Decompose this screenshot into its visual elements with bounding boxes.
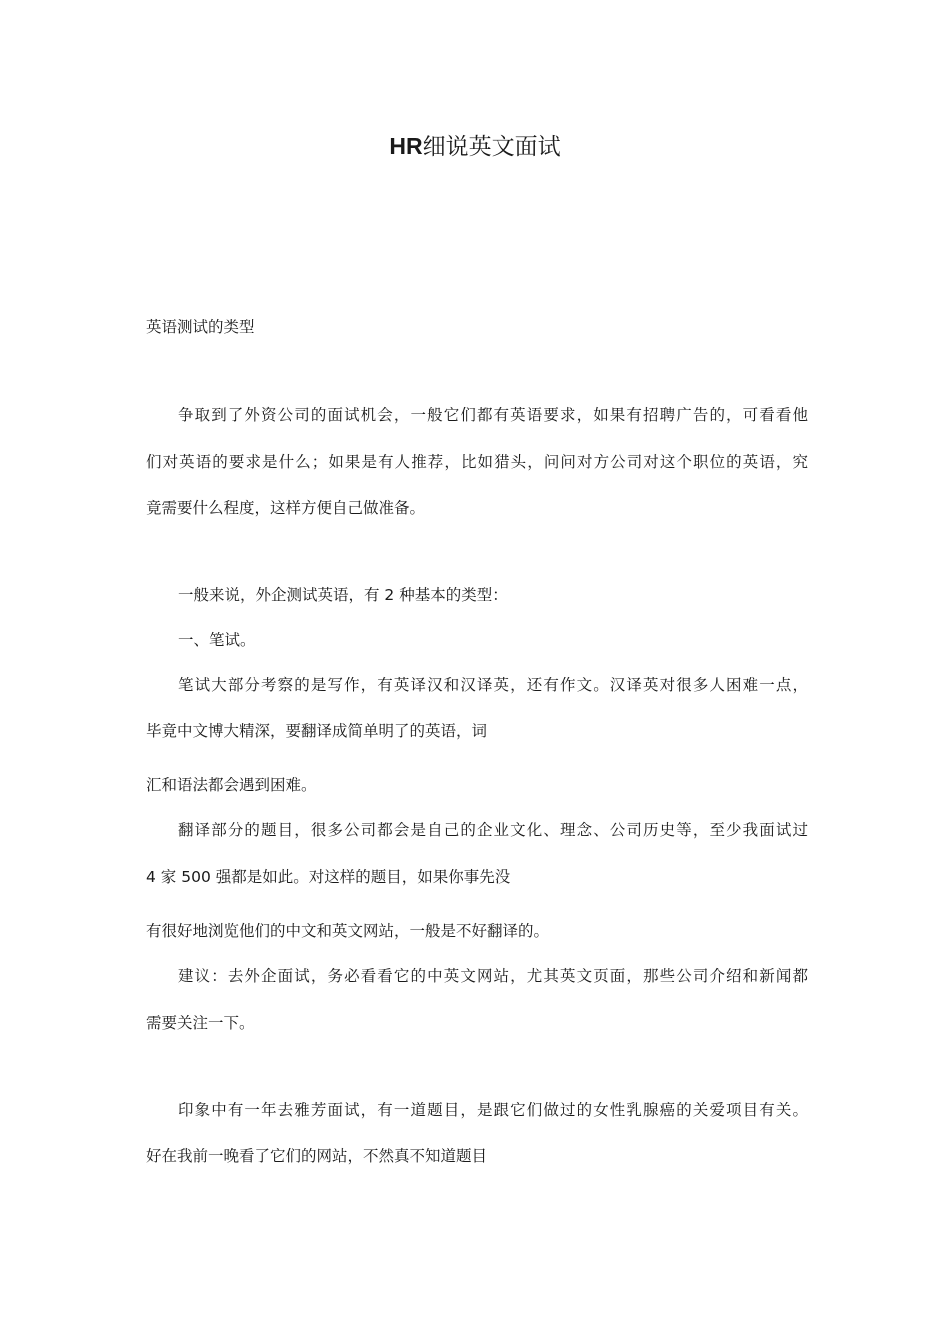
paragraph-line: 印象中有一年去雅芳面试，有一道题目，是跟它们做过的女性乳腺癌的关爱项目有关。 xyxy=(178,1101,808,1119)
paragraph-line: 笔试大部分考察的是写作，有英译汉和汉译英，还有作文。汉译英对很多人困难一点， xyxy=(178,676,808,694)
paragraph-line: 需要关注一下。 xyxy=(146,1014,255,1032)
paragraph-line: 一般来说，外企测试英语，有 2 种基本的类型： xyxy=(178,586,508,604)
paragraph-line: 建议：去外企面试，务必看看它的中英文网站，尤其英文页面，那些公司介绍和新闻都 xyxy=(178,967,808,985)
paragraph-line: 好在我前一晚看了它们的网站，不然真不知道题目 xyxy=(146,1147,488,1165)
paragraph-line: 翻译部分的题目，很多公司都会是自己的企业文化、理念、公司历史等，至少我面试过 xyxy=(178,821,808,839)
title-text: 细说英文面试 xyxy=(422,134,561,160)
title-prefix: HR xyxy=(389,133,423,159)
paragraph-line: 一、笔试。 xyxy=(178,631,256,649)
document-title xyxy=(0,132,950,161)
paragraph-line: 有很好地浏览他们的中文和英文网站，一般是不好翻译的。 xyxy=(146,922,550,940)
paragraph-line: 4 家 500 强都是如此。对这样的题目，如果你事先没 xyxy=(146,868,511,886)
paragraph-line: 争取到了外资公司的面试机会，一般它们都有英语要求，如果有招聘广告的，可看看他 xyxy=(178,406,808,424)
paragraph-line: 毕竟中文博大精深，要翻译成简单明了的英语，词 xyxy=(146,722,488,740)
paragraph-line: 竟需要什么程度，这样方便自己做准备。 xyxy=(146,499,426,517)
paragraph-line: 们对英语的要求是什么；如果是有人推荐，比如猎头，问问对方公司对这个职位的英语，究 xyxy=(146,453,808,471)
paragraph-line: 汇和语法都会遇到困难。 xyxy=(146,776,317,794)
section-heading: 英语测试的类型 xyxy=(146,318,255,336)
